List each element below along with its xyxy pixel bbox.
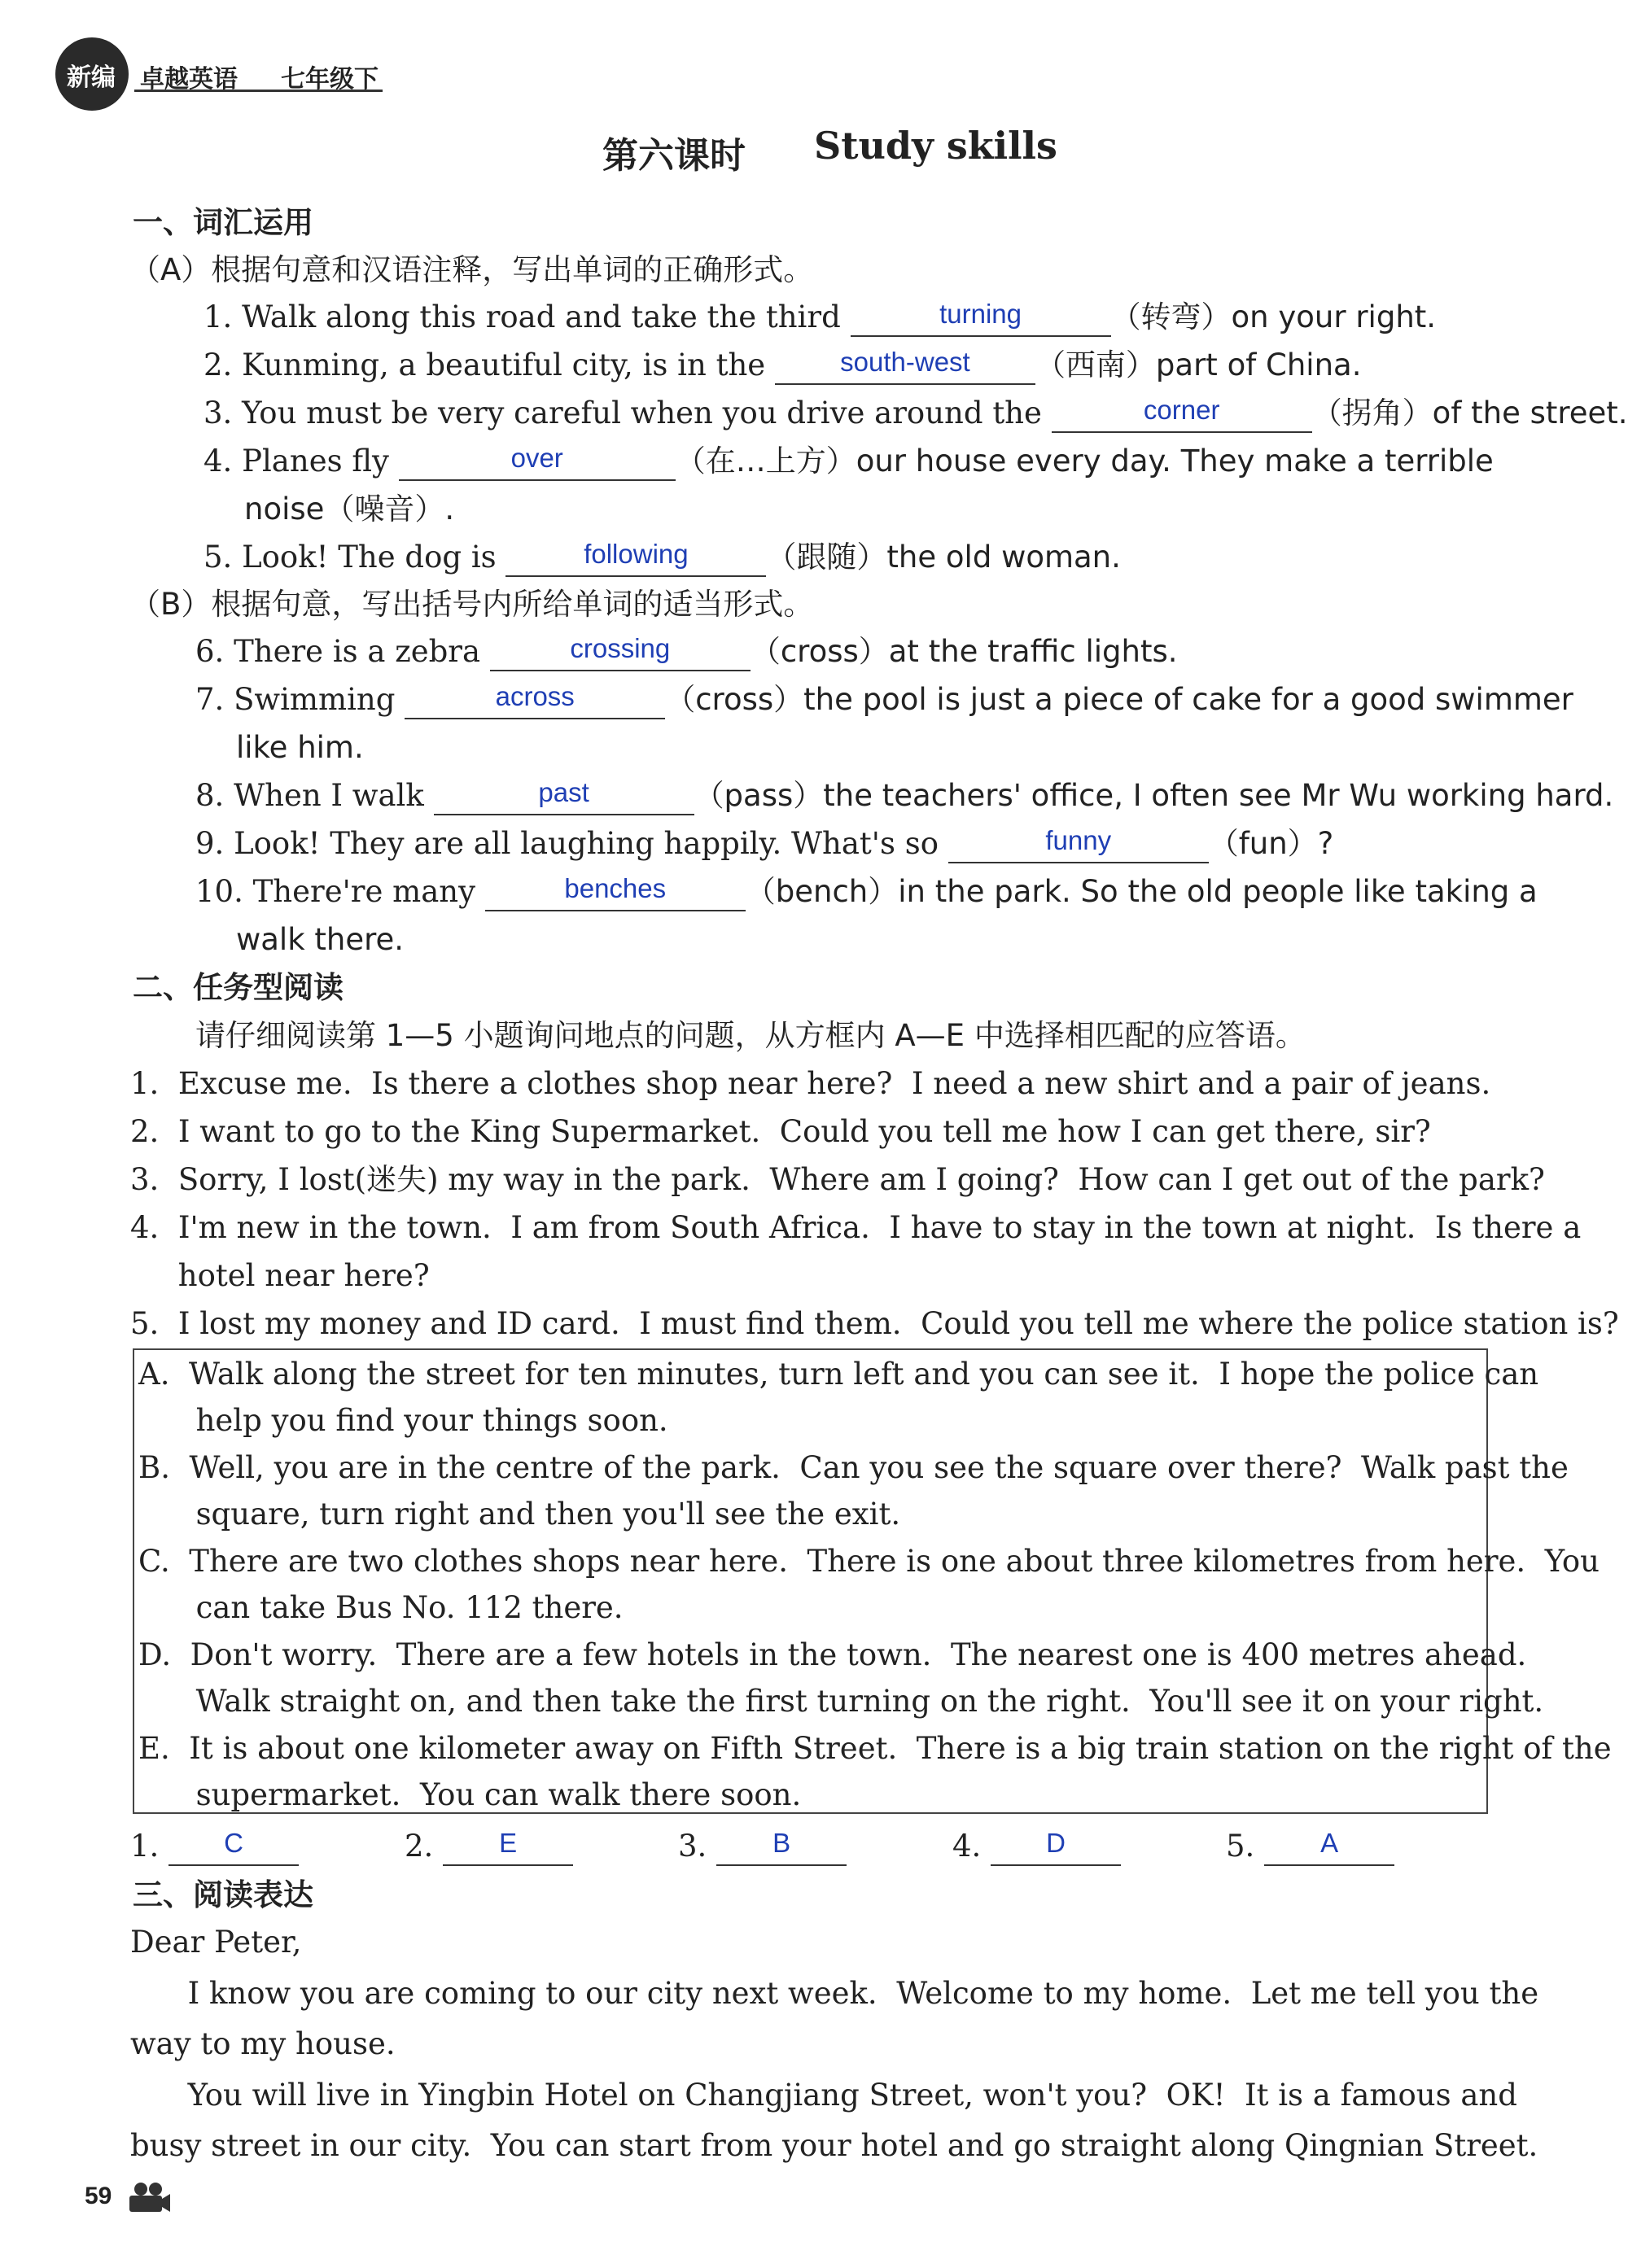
item-number: 9. — [195, 826, 225, 861]
item-text-after: （在…上方）our house every day. They make a terrible — [675, 444, 1494, 479]
letter-line: Dear Peter, — [130, 1925, 302, 1960]
exercise-item — [195, 872, 1538, 911]
answer-text: funny — [1045, 825, 1112, 855]
answer-number: 5. — [1226, 1829, 1255, 1864]
item-text-after: （cross）the pool is just a piece of cake for a good swimmer — [665, 682, 1573, 717]
answer-blank[interactable] — [505, 539, 766, 577]
item-number: 2. — [204, 347, 233, 382]
answer-text: following — [584, 539, 689, 569]
item-number: 7. — [195, 682, 225, 717]
answer-number: 4. — [952, 1829, 982, 1864]
page-title-cn: 第六课时 — [602, 135, 746, 177]
question-line: 2. I want to go to the King Supermarket. Could you tell me how I can get there, sir? — [130, 1114, 1431, 1149]
exercise-item — [195, 632, 1178, 671]
answer-text: turning — [939, 299, 1022, 329]
answer-text: corner — [1143, 395, 1220, 425]
answer-row-item — [405, 1827, 573, 1866]
exercise-item — [204, 538, 1121, 577]
item-number: 3. — [204, 395, 233, 430]
exercise-item — [195, 824, 1333, 863]
item-text-before: Swimming — [234, 682, 396, 717]
answer-blank[interactable] — [775, 347, 1035, 385]
page-number: 59 — [85, 2183, 112, 2209]
option-line: Walk straight on, and then take the first turning on the right. You'll see it on your right. — [138, 1684, 1544, 1719]
question-line: hotel near here? — [130, 1258, 430, 1293]
item-text-after: （pass）the teachers' office, I often see Mr Wu working hard. — [694, 778, 1614, 813]
item-text-after: （转弯）on your right. — [1110, 299, 1437, 334]
exercise-item — [195, 776, 1613, 815]
answer-blank[interactable] — [490, 633, 751, 671]
item-text-before: Walk along this road and take the third — [242, 299, 841, 334]
answer-blank[interactable] — [434, 777, 694, 815]
question-line: 5. I lost my money and ID card. I must find them. Could you tell me where the police station is? — [130, 1306, 1619, 1341]
answer-text: over — [510, 443, 563, 473]
page-title-en: Study skills — [814, 124, 1057, 168]
answer-row-item — [952, 1827, 1121, 1866]
question-line: 1. Excuse me. Is there a clothes shop near here? I need a new shirt and a pair of jeans. — [130, 1066, 1491, 1101]
option-line: can take Bus No. 112 there. — [138, 1590, 624, 1625]
item-continuation: like him. — [236, 730, 364, 765]
section2-heading: 二、任务型阅读 — [133, 970, 344, 1005]
header-badge-text: 新编 — [67, 63, 116, 92]
answer-blank[interactable] — [485, 873, 746, 911]
answer-row-item — [1226, 1827, 1394, 1866]
answer-text: past — [538, 777, 589, 807]
item-text-before: You must be very careful when you drive around the — [242, 395, 1042, 430]
option-line: square, turn right and then you'll see the exit. — [138, 1497, 901, 1532]
letter-line: way to my house. — [130, 2026, 396, 2061]
answer-text: benches — [564, 873, 667, 903]
item-continuation: walk there. — [236, 922, 405, 957]
partB-instruction: （B）根据句意，写出括号内所给单词的适当形式。 — [130, 587, 814, 622]
exercise-item — [204, 298, 1436, 337]
item-text-after: （fun）? — [1208, 826, 1334, 861]
answer-blank[interactable] — [1052, 395, 1312, 433]
answer-blank[interactable] — [991, 1828, 1121, 1866]
section3-heading: 三、阅读表达 — [133, 1877, 313, 1912]
answer-blank[interactable] — [443, 1828, 573, 1866]
option-line: B. Well, you are in the centre of the park. Can you see the square over there? Walk past the — [138, 1450, 1569, 1485]
exercise-item — [204, 394, 1628, 433]
header-rule — [134, 90, 383, 92]
item-text-after: （拐角）of the street. — [1311, 395, 1628, 430]
item-text-after: （bench）in the park. So the old people like taking a — [745, 874, 1538, 909]
answer-text: crossing — [570, 633, 671, 663]
camera-icon — [125, 2181, 172, 2213]
answer-letter: A — [1320, 1828, 1339, 1858]
section2-instruction: 请仔细阅读第 1—5 小题询问地点的问题，从方框内 A—E 中选择相匹配的应答语。 — [195, 1018, 1306, 1053]
partA-instruction: （A）根据句意和汉语注释，写出单词的正确形式。 — [130, 252, 814, 287]
answer-letter: C — [224, 1828, 243, 1858]
exercise-item — [204, 442, 1494, 481]
grade-label: 七年级下 — [281, 65, 379, 94]
letter-line: busy street in our city. You can start from your hotel and go straight along Qingnian Street. — [130, 2128, 1538, 2163]
exercise-item — [195, 680, 1573, 719]
item-text-before: Look! They are all laughing happily. What's so — [234, 826, 939, 861]
answer-number: 1. — [130, 1829, 160, 1864]
item-text-before: There're many — [252, 874, 475, 909]
item-number: 8. — [195, 778, 225, 813]
item-text-before: Planes fly — [242, 444, 389, 479]
item-text-before: There is a zebra — [234, 634, 481, 669]
item-text-after: （跟随）the old woman. — [766, 540, 1121, 575]
letter-line: You will live in Yingbin Hotel on Changjiang Street, won't you? OK! It is a famous and — [130, 2078, 1517, 2113]
answer-row-item — [130, 1827, 299, 1866]
option-line: D. Don't worry. There are a few hotels in the town. The nearest one is 400 metres ahead. — [138, 1637, 1527, 1672]
answer-letter: E — [499, 1828, 518, 1858]
answer-text: south-west — [840, 347, 970, 377]
item-text-before: Look! The dog is — [242, 540, 497, 575]
item-text-before: Kunming, a beautiful city, is in the — [242, 347, 766, 382]
letter-line: I know you are coming to our city next week. Welcome to my home. Let me tell you the — [130, 1976, 1539, 2011]
item-number: 5. — [204, 540, 233, 575]
item-text-after: （西南）part of China. — [1035, 347, 1362, 382]
item-number: 1. — [204, 299, 233, 334]
option-line: supermarket. You can walk there soon. — [138, 1777, 802, 1812]
answer-blank[interactable] — [1264, 1828, 1394, 1866]
answer-row-item — [678, 1827, 847, 1866]
answer-letter: B — [772, 1828, 791, 1858]
option-line: A. Walk along the street for ten minutes, turn left and you can see it. I hope the police can — [138, 1357, 1539, 1392]
item-text-before: When I walk — [234, 778, 424, 813]
exercise-item — [204, 346, 1361, 385]
option-line: help you find your things soon. — [138, 1403, 668, 1438]
answer-number: 3. — [678, 1829, 707, 1864]
question-line: 4. I'm new in the town. I am from South Africa. I have to stay in the town at night. Is there a — [130, 1210, 1582, 1245]
option-line: C. There are two clothes shops near here. There is one about three kilometres from here. You — [138, 1544, 1600, 1579]
option-line: E. It is about one kilometer away on Fifth Street. There is a big train station on the right of the — [138, 1731, 1612, 1766]
answer-blank[interactable] — [399, 443, 676, 481]
book-title: 卓越英语 — [140, 65, 238, 94]
item-number: 6. — [195, 634, 225, 669]
section1-heading: 一、词汇运用 — [133, 205, 313, 240]
item-continuation: noise（噪音）. — [244, 492, 455, 527]
item-number: 4. — [204, 444, 233, 479]
answer-blank[interactable] — [948, 825, 1209, 863]
item-text-after: （cross）at the traffic lights. — [750, 634, 1178, 669]
answer-number: 2. — [405, 1829, 434, 1864]
answer-blank[interactable] — [716, 1828, 847, 1866]
answer-blank[interactable] — [851, 299, 1111, 337]
question-line: 3. Sorry, I lost(迷失) my way in the park. Where am I going? How can I get out of the park? — [130, 1162, 1545, 1197]
answer-letter: D — [1046, 1828, 1066, 1858]
answer-blank[interactable] — [168, 1828, 299, 1866]
answer-text: across — [495, 681, 575, 711]
item-number: 10. — [195, 874, 243, 909]
answer-blank[interactable] — [405, 681, 665, 719]
